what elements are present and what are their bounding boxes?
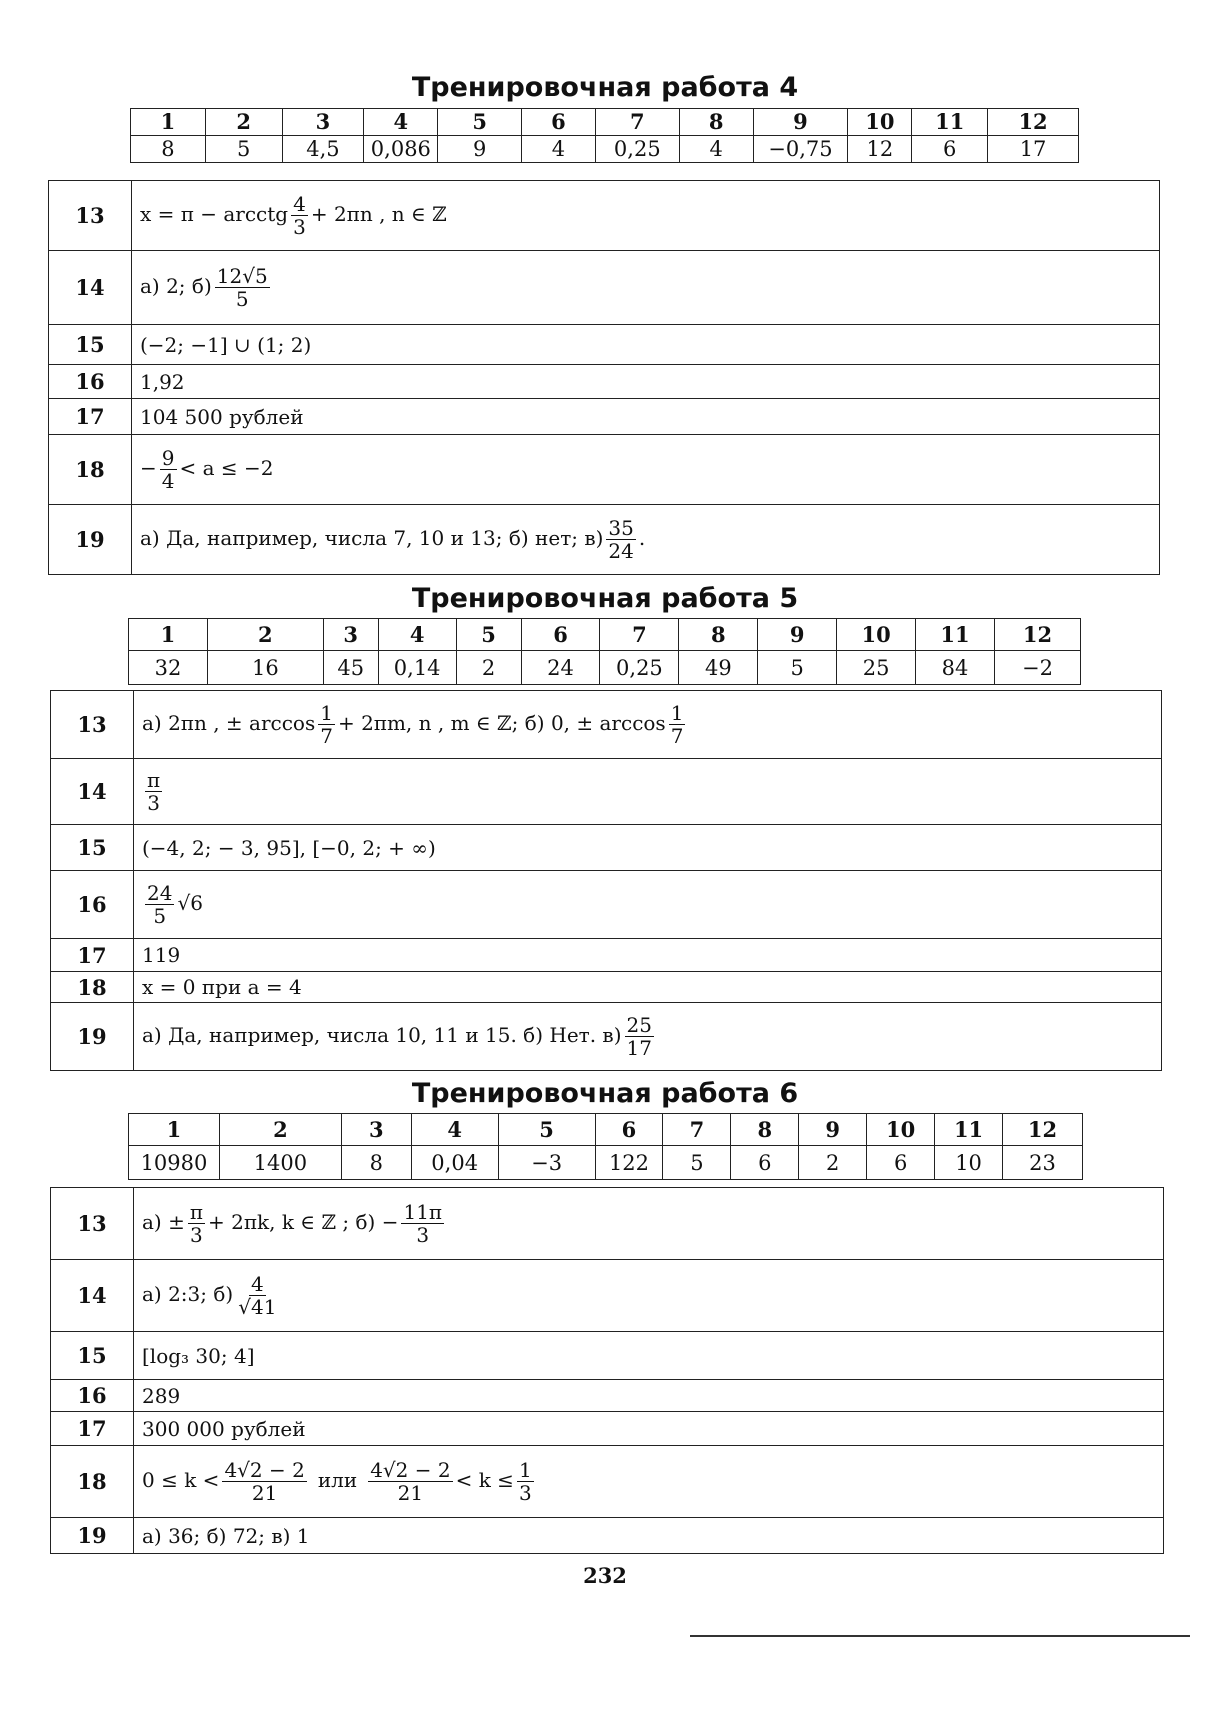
answer-cell: 6 — [731, 1146, 799, 1180]
answer-cell: а) 36; б) 72; в) 1 — [134, 1518, 1164, 1554]
task-number: 9 — [753, 109, 848, 136]
answer-cell: а) Да, например, числа 7, 10 и 13; б) нет; в) $\frac{35}{24}$ . — [132, 505, 1160, 575]
table-row — [49, 505, 1160, 575]
task-number: 11 — [916, 619, 995, 651]
table-row — [51, 1260, 1164, 1332]
task-number: 1 — [131, 109, 206, 136]
answer-cell: 4 — [522, 136, 596, 163]
table-row — [51, 1380, 1164, 1412]
work4-answer-row — [131, 136, 1079, 163]
answer-cell: 119 — [134, 939, 1162, 972]
work6-header-row — [129, 1114, 1083, 1146]
task-number: 18 — [51, 972, 134, 1003]
task-number: 15 — [51, 825, 134, 871]
table-row — [49, 399, 1160, 435]
answer-cell: 0,25 — [595, 136, 679, 163]
task-number: 14 — [51, 1260, 134, 1332]
task-number: 12 — [988, 109, 1079, 136]
answer-cell: 6 — [912, 136, 988, 163]
work6-short-table — [128, 1113, 1083, 1180]
task-number: 10 — [837, 619, 916, 651]
work5-header-row — [129, 619, 1081, 651]
answer-cell: 25 — [837, 651, 916, 685]
work6-answer-row — [129, 1146, 1083, 1180]
table-row — [51, 759, 1162, 825]
task-number: 3 — [323, 619, 378, 651]
answer-cell: 5 — [663, 1146, 731, 1180]
task-number: 19 — [51, 1518, 134, 1554]
work6-title: Тренировочная работа 6 — [411, 1078, 799, 1109]
task-number: 17 — [49, 399, 132, 435]
work5-answer-row — [129, 651, 1081, 685]
answer-cell: 10980 — [129, 1146, 220, 1180]
answer-cell: (−2; −1] ∪ (1; 2) — [132, 325, 1160, 365]
task-number: 8 — [679, 619, 758, 651]
work4-title: Тренировочная работа 4 — [411, 72, 799, 103]
task-number: 17 — [51, 939, 134, 972]
answer-cell: 6 — [867, 1146, 935, 1180]
work4-long-table — [48, 180, 1160, 575]
task-number: 4 — [411, 1114, 498, 1146]
answer-cell: 4,5 — [282, 136, 364, 163]
task-number: 10 — [867, 1114, 935, 1146]
task-number: 16 — [51, 1380, 134, 1412]
task-number: 12 — [1003, 1114, 1083, 1146]
work6-long-table — [50, 1187, 1164, 1554]
task-number: 5 — [456, 619, 521, 651]
task-number: 19 — [49, 505, 132, 575]
footer-rule — [690, 1635, 1190, 1637]
answer-cell: $\frac{\pi}{3}$ — [134, 759, 1162, 825]
answer-cell: 32 — [129, 651, 208, 685]
answer-cell: −3 — [498, 1146, 595, 1180]
table-row — [49, 251, 1160, 325]
answer-cell: а) ± $\frac{\pi}{3}$ + 2πk, k ∈ ℤ ; б) − $\frac{11\pi}{3}$ — [134, 1188, 1164, 1260]
table-row — [49, 365, 1160, 399]
answer-cell: − $\frac{9}{4}$ < a ≤ −2 — [132, 435, 1160, 505]
answer-cell: 5 — [205, 136, 282, 163]
task-number: 8 — [731, 1114, 799, 1146]
answer-cell: 23 — [1003, 1146, 1083, 1180]
task-number: 14 — [51, 759, 134, 825]
answer-cell: 84 — [916, 651, 995, 685]
answer-cell: 0,25 — [600, 651, 679, 685]
task-number: 2 — [207, 619, 323, 651]
answer-cell: (−4, 2; − 3, 95], [−0, 2; + ∞) — [134, 825, 1162, 871]
answer-cell: 0,086 — [364, 136, 438, 163]
task-number: 17 — [51, 1412, 134, 1446]
task-number: 18 — [51, 1446, 134, 1518]
task-number: 7 — [600, 619, 679, 651]
answer-cell: 300 000 рублей — [134, 1412, 1164, 1446]
task-number: 11 — [935, 1114, 1003, 1146]
task-number: 16 — [49, 365, 132, 399]
task-number: 9 — [758, 619, 837, 651]
task-number: 13 — [49, 181, 132, 251]
task-number: 11 — [912, 109, 988, 136]
answer-cell: 1,92 — [132, 365, 1160, 399]
answer-cell: 289 — [134, 1380, 1164, 1412]
table-row — [51, 1332, 1164, 1380]
task-number: 2 — [205, 109, 282, 136]
answer-cell: 1400 — [219, 1146, 341, 1180]
work5-short-table — [128, 618, 1081, 685]
task-number: 13 — [51, 1188, 134, 1260]
task-number: 10 — [848, 109, 912, 136]
answer-cell: а) 2:3; б) $\frac{4}{√41}$ — [134, 1260, 1164, 1332]
task-number: 3 — [341, 1114, 411, 1146]
answer-cell: 122 — [595, 1146, 663, 1180]
table-row — [51, 939, 1162, 972]
task-number: 5 — [498, 1114, 595, 1146]
answer-cell: 12 — [848, 136, 912, 163]
answer-cell: 4 — [679, 136, 753, 163]
answer-cell: 2 — [799, 1146, 867, 1180]
task-number: 7 — [595, 109, 679, 136]
task-number: 6 — [521, 619, 600, 651]
task-number: 15 — [51, 1332, 134, 1380]
answer-cell: а) 2; б) $\frac{12√5}{5}$ — [132, 251, 1160, 325]
answer-cell: 104 500 рублей — [132, 399, 1160, 435]
answer-cell: а) 2πn , ± arccos $\frac{1}{7}$ + 2πm, n , m ∈ ℤ; б) 0, ± arccos $\frac{1}{7}$ — [134, 691, 1162, 759]
task-number: 15 — [49, 325, 132, 365]
table-row — [51, 1412, 1164, 1446]
task-number: 6 — [595, 1114, 663, 1146]
answer-cell: $\frac{24}{5}$ √6 — [134, 871, 1162, 939]
answer-cell: −2 — [995, 651, 1081, 685]
table-row — [51, 1188, 1164, 1260]
table-row — [49, 435, 1160, 505]
work5-title: Тренировочная работа 5 — [411, 583, 799, 614]
table-row — [51, 972, 1162, 1003]
answer-cell: 49 — [679, 651, 758, 685]
task-number: 7 — [663, 1114, 731, 1146]
work4-header-row — [131, 109, 1079, 136]
table-row — [51, 871, 1162, 939]
answer-cell: x = π − arcctg $\frac{4}{3}$ + 2πn , n ∈ ℤ — [132, 181, 1160, 251]
answer-cell: 8 — [131, 136, 206, 163]
answer-cell: 24 — [521, 651, 600, 685]
answer-cell: 10 — [935, 1146, 1003, 1180]
table-row — [51, 1446, 1164, 1518]
answer-cell: 5 — [758, 651, 837, 685]
task-number: 4 — [378, 619, 456, 651]
task-number: 6 — [522, 109, 596, 136]
answer-cell: 16 — [207, 651, 323, 685]
task-number: 16 — [51, 871, 134, 939]
task-number: 12 — [995, 619, 1081, 651]
answer-cell: 0 ≤ k < $\frac{4√2 - 2}{21}$ или $\frac{4√2 - 2}{21}$ < k ≤ $\frac{1}{3}$ — [134, 1446, 1164, 1518]
table-row — [49, 181, 1160, 251]
task-number: 3 — [282, 109, 364, 136]
table-row — [51, 1518, 1164, 1554]
task-number: 18 — [49, 435, 132, 505]
answer-cell: 0,04 — [411, 1146, 498, 1180]
task-number: 14 — [49, 251, 132, 325]
answer-cell: 0,14 — [378, 651, 456, 685]
table-row — [51, 1003, 1162, 1071]
task-number: 1 — [129, 619, 208, 651]
answer-cell: 45 — [323, 651, 378, 685]
answer-cell: 9 — [438, 136, 522, 163]
page-number: 232 — [583, 1563, 627, 1588]
answer-cell: −0,75 — [753, 136, 848, 163]
task-number: 4 — [364, 109, 438, 136]
table-row — [51, 691, 1162, 759]
answer-cell: 8 — [341, 1146, 411, 1180]
task-number: 5 — [438, 109, 522, 136]
task-number: 8 — [679, 109, 753, 136]
answer-cell: а) Да, например, числа 10, 11 и 15. б) Нет. в) $\frac{25}{17}$ — [134, 1003, 1162, 1071]
work4-short-table — [130, 108, 1079, 163]
task-number: 19 — [51, 1003, 134, 1071]
answer-cell: 2 — [456, 651, 521, 685]
task-number: 2 — [219, 1114, 341, 1146]
task-number: 9 — [799, 1114, 867, 1146]
answer-cell: 17 — [988, 136, 1079, 163]
answer-cell: x = 0 при a = 4 — [134, 972, 1162, 1003]
answer-cell: [log₃ 30; 4] — [134, 1332, 1164, 1380]
task-number: 13 — [51, 691, 134, 759]
task-number: 1 — [129, 1114, 220, 1146]
work5-long-table — [50, 690, 1162, 1071]
table-row — [49, 325, 1160, 365]
table-row — [51, 825, 1162, 871]
